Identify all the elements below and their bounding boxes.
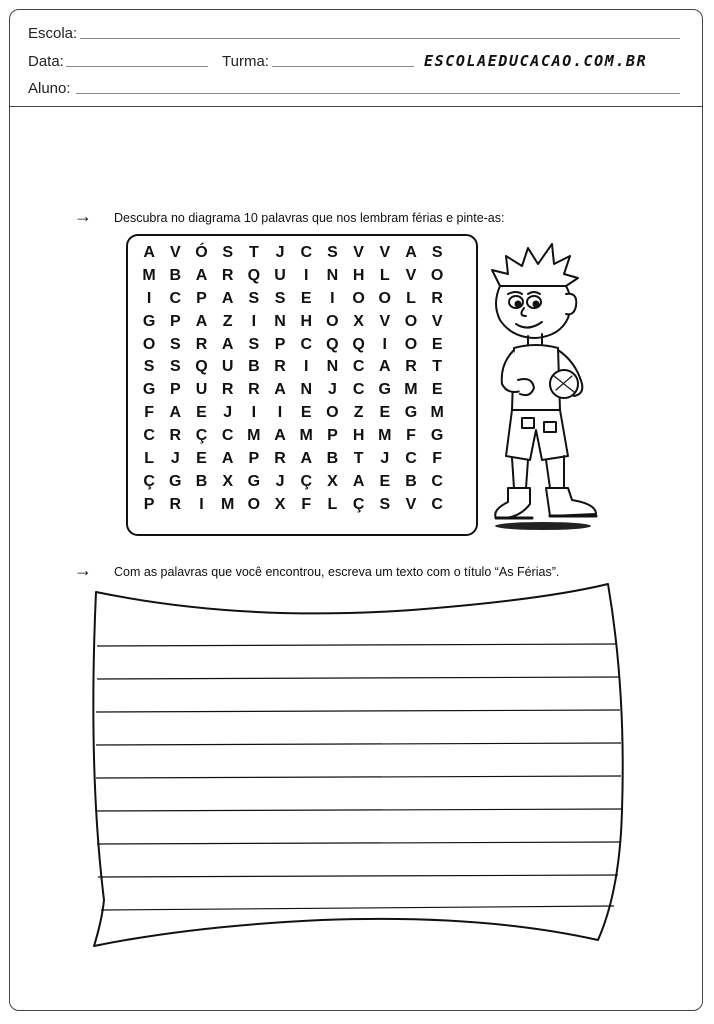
grid-letter[interactable]: N [326, 266, 339, 284]
grid-letter[interactable]: T [248, 244, 259, 261]
grid-letter[interactable]: S [222, 244, 233, 261]
grid-letter[interactable]: C [143, 427, 155, 445]
grid-letter[interactable]: P [274, 335, 286, 353]
grid-letter[interactable]: G [378, 381, 391, 399]
grid-letter[interactable]: C [169, 289, 182, 307]
turma-line[interactable] [272, 66, 414, 67]
grid-letter[interactable]: N [300, 381, 312, 399]
grid-letter[interactable]: M [299, 427, 313, 445]
grid-letter[interactable]: E [431, 381, 443, 399]
grid-letter[interactable]: I [146, 289, 152, 307]
grid-letter[interactable]: M [430, 404, 444, 422]
exercise1-instruction: Descubra no diagrama 10 palavras que nos lembram férias e pinte-as: [114, 211, 505, 225]
grid-letter[interactable]: E [300, 289, 312, 307]
grid-letter[interactable]: O [404, 335, 418, 353]
grid-letter[interactable]: S [169, 335, 181, 353]
grid-letter[interactable]: B [195, 472, 208, 490]
aluno-line[interactable] [76, 93, 680, 94]
turma-label: Turma: [222, 53, 269, 70]
grid-letter[interactable]: A [379, 358, 391, 376]
arrow-icon: → [74, 560, 92, 580]
grid-letter[interactable]: Ó [195, 244, 208, 261]
grid-letter[interactable]: R [248, 381, 260, 399]
grid-letter[interactable]: B [169, 266, 182, 284]
grid-letter[interactable]: A [352, 472, 365, 490]
grid-letter[interactable]: H [300, 312, 312, 330]
data-label: Data: [28, 53, 64, 70]
grid-letter[interactable]: P [196, 289, 207, 307]
grid-letter[interactable]: A [221, 335, 234, 353]
grid-letter[interactable]: U [195, 381, 208, 399]
grid-letter[interactable]: V [169, 244, 181, 261]
grid-letter[interactable]: F [144, 404, 154, 422]
grid-letter[interactable]: M [404, 381, 418, 399]
grid-letter[interactable]: G [404, 404, 418, 422]
grid-letter[interactable]: V [405, 495, 417, 513]
grid-letter[interactable]: G [142, 312, 156, 330]
grid-letter[interactable]: G [169, 472, 182, 490]
grid-letter[interactable]: H [352, 427, 365, 445]
grid-letter[interactable]: B [405, 472, 417, 490]
grid-letter[interactable]: A [274, 427, 286, 445]
grid-letter[interactable]: I [330, 289, 335, 307]
aluno-label: Aluno: [28, 80, 71, 97]
grid-letter[interactable]: X [327, 472, 338, 490]
grid-letter[interactable]: A [405, 244, 417, 261]
grid-letter[interactable]: J [380, 450, 390, 468]
grid-letter[interactable]: N [326, 358, 339, 376]
grid-letter[interactable]: Q [352, 335, 365, 353]
grid-letter[interactable]: A [300, 450, 312, 468]
grid-letter[interactable]: B [248, 358, 260, 376]
grid-letter[interactable]: A [195, 266, 208, 284]
grid-letter[interactable]: J [223, 404, 233, 422]
grid-letter[interactable]: G [142, 381, 156, 399]
grid-letter[interactable]: S [169, 358, 181, 376]
grid-letter[interactable]: M [378, 427, 392, 445]
grid-letter[interactable]: A [169, 404, 182, 422]
grid-letter[interactable]: C [300, 244, 312, 261]
grid-letter[interactable]: Z [353, 404, 364, 422]
grid-letter[interactable]: P [248, 450, 260, 468]
grid-letter[interactable]: O [404, 312, 418, 330]
grid-letter[interactable]: M [220, 495, 235, 513]
grid-letter[interactable]: O [352, 289, 365, 307]
arrow-icon: → [74, 206, 92, 226]
grid-letter[interactable]: O [430, 266, 444, 284]
grid-letter[interactable]: S [274, 289, 286, 307]
grid-letter[interactable]: L [327, 495, 338, 513]
paper-scroll-icon [82, 570, 630, 950]
grid-letter[interactable]: M [247, 427, 261, 445]
grid-letter[interactable]: C [352, 381, 365, 399]
grid-letter[interactable]: G [247, 472, 261, 490]
grid-letter[interactable]: J [275, 472, 285, 490]
grid-letter[interactable]: M [142, 266, 156, 284]
grid-letter[interactable]: I [251, 312, 257, 330]
grid-letter[interactable]: V [379, 244, 391, 261]
grid-letter[interactable]: C [405, 450, 417, 468]
grid-letter[interactable]: A [221, 289, 234, 307]
grid-letter[interactable]: I [303, 266, 309, 284]
grid-letter[interactable]: U [221, 358, 234, 376]
grid-letter[interactable]: S [143, 358, 155, 376]
grid-letter[interactable]: E [379, 472, 391, 490]
grid-letter[interactable]: R [221, 266, 234, 284]
grid-letter[interactable]: C [300, 335, 312, 353]
grid-letter[interactable]: O [247, 495, 261, 513]
grid-letter[interactable]: U [274, 266, 286, 284]
grid-letter[interactable]: J [170, 450, 180, 468]
grid-letter[interactable]: R [195, 335, 208, 353]
grid-letter[interactable]: V [353, 244, 364, 261]
grid-letter[interactable]: C [431, 472, 443, 490]
grid-letter[interactable]: I [199, 495, 204, 513]
grid-letter[interactable]: X [353, 312, 364, 330]
grid-letter[interactable]: L [406, 289, 416, 307]
grid-letter[interactable]: T [353, 450, 364, 468]
escola-line[interactable] [80, 38, 680, 39]
grid-letter[interactable]: Ç [195, 427, 208, 445]
grid-letter[interactable]: Ç [352, 495, 365, 513]
grid-letter[interactable]: A [195, 312, 208, 330]
grid-letter[interactable]: V [431, 312, 443, 330]
grid-letter[interactable]: R [274, 358, 286, 376]
grid-letter[interactable]: S [431, 244, 443, 261]
grid-letter[interactable]: L [379, 266, 390, 284]
grid-letter[interactable]: S [379, 495, 391, 513]
grid-letter[interactable]: Q [247, 266, 261, 284]
word-search-grid [136, 242, 450, 517]
grid-letter[interactable]: Ç [300, 472, 312, 490]
grid-letter[interactable]: A [221, 450, 234, 468]
grid-letter[interactable]: E [379, 404, 391, 422]
grid-letter[interactable]: R [431, 289, 443, 307]
grid-letter[interactable]: O [326, 404, 339, 422]
grid-letter[interactable]: C [352, 358, 365, 376]
grid-letter[interactable]: J [327, 381, 337, 399]
grid-letter[interactable]: F [301, 495, 312, 513]
site-logo-text: ESCOLAEDUCACAO.COM.BR [424, 52, 648, 70]
grid-letter[interactable]: O [142, 335, 156, 353]
grid-letter[interactable]: R [169, 495, 182, 513]
grid-letter[interactable]: R [274, 450, 286, 468]
grid-letter[interactable]: E [196, 450, 207, 468]
grid-letter[interactable]: C [431, 495, 443, 513]
grid-letter[interactable]: E [431, 335, 443, 353]
grid-letter[interactable]: P [169, 381, 181, 399]
grid-letter[interactable]: I [251, 404, 257, 422]
data-line[interactable] [66, 66, 208, 67]
grid-letter[interactable]: Ç [143, 472, 155, 490]
grid-letter[interactable]: R [221, 381, 234, 399]
grid-letter[interactable]: F [432, 450, 443, 468]
grid-letter[interactable]: C [221, 427, 234, 445]
header-divider [9, 106, 703, 107]
grid-letter[interactable]: X [222, 472, 233, 490]
grid-letter[interactable]: Q [195, 358, 208, 376]
grid-letter[interactable]: X [274, 495, 286, 513]
grid-letter[interactable]: I [382, 335, 387, 353]
grid-letter[interactable]: I [277, 404, 283, 422]
grid-letter[interactable]: P [169, 312, 181, 330]
grid-letter[interactable]: A [274, 381, 286, 399]
grid-letter[interactable]: E [196, 404, 207, 422]
grid-letter[interactable]: Q [326, 335, 339, 353]
grid-letter[interactable]: T [432, 358, 443, 376]
grid-letter[interactable]: S [248, 289, 260, 307]
grid-letter[interactable]: S [248, 335, 260, 353]
grid-letter[interactable]: S [327, 244, 338, 261]
grid-letter[interactable]: I [303, 358, 309, 376]
grid-letter[interactable]: B [326, 450, 339, 468]
grid-letter[interactable]: G [430, 427, 444, 445]
grid-letter[interactable]: R [405, 358, 417, 376]
grid-letter[interactable]: P [327, 427, 338, 445]
grid-letter[interactable]: F [406, 427, 416, 445]
grid-letter[interactable]: P [143, 495, 155, 513]
grid-letter[interactable]: J [275, 244, 285, 261]
grid-letter[interactable]: R [169, 427, 182, 445]
grid-letter[interactable]: A [143, 244, 155, 261]
grid-letter[interactable]: V [405, 266, 417, 284]
grid-letter[interactable]: Z [222, 312, 233, 330]
grid-letter[interactable]: O [326, 312, 339, 330]
exercise2-instruction: Com as palavras que você encontrou, escreva um texto com o título “As Férias”. [114, 565, 560, 579]
escola-label: Escola: [28, 25, 78, 42]
cartoon-boy-icon [478, 234, 608, 534]
grid-letter[interactable]: L [144, 450, 154, 468]
grid-letter[interactable]: N [274, 312, 286, 330]
grid-letter[interactable]: H [352, 266, 365, 284]
grid-letter[interactable]: E [300, 404, 312, 422]
grid-letter[interactable]: V [379, 312, 391, 330]
grid-letter[interactable]: O [378, 289, 391, 307]
